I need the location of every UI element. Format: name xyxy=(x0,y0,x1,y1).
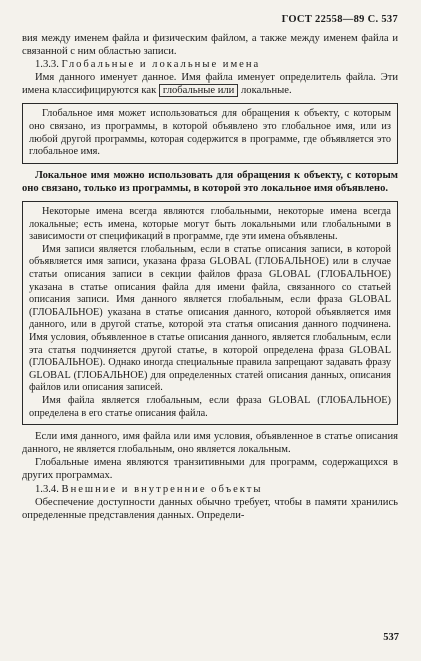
local-default-paragraph: Если имя данного, имя файла или имя условия, объявленное в статье описания данного, не является глобальным, оно является локальным. xyxy=(22,431,398,456)
page-number: 537 xyxy=(383,632,399,643)
names-text-after: локальные. xyxy=(241,85,292,97)
global-name-frame xyxy=(22,103,398,163)
section-heading-1-3-3 xyxy=(22,58,398,71)
global-rules-frame xyxy=(22,201,398,425)
running-header: ГОСТ 22558—89 С. 537 xyxy=(281,14,398,25)
section-title: Внешние и внутренние объекты xyxy=(61,483,263,495)
document-page xyxy=(22,14,398,522)
section-heading-1-3-4 xyxy=(22,483,398,496)
intro-paragraph: вия между именем файла и физическим файлом, а также между именем файла и связанной с ним областью записи. xyxy=(22,33,398,58)
rules-paragraph-1: Некоторые имена всегда являются глобальными, некоторые имена всегда локальные; есть имена, которые могут быть локальными или глобальными в зависимости от спецификаций в программе, где эти имена объявлены. xyxy=(29,206,391,243)
section-number: 1.3.3. xyxy=(35,59,59,71)
rules-paragraph-3: Имя файла является глобальным, если фраза GLOBAL (ГЛОБАЛЬНОЕ) определена в его статье описания файла. xyxy=(29,394,391,419)
local-name-paragraph: Локальное имя можно использовать для обращения к объекту, с которым оно связано, только из программы, в которой это локальное имя объявлено. xyxy=(22,169,398,194)
external-objects-paragraph: Обеспечение доступности данных обычно требует, чтобы в памяти хранились определенные представления данных. Определи- xyxy=(22,496,398,521)
rules-paragraph-2: Имя записи является глобальным, если в статье описания записи, в которой объявляется имя записи, указана фраза GLOBAL (ГЛОБАЛЬНОЕ) или в случае статьи описания записи в секции файлов фраза GLOBAL (ГЛОБАЛЬНОЕ) указана в статье описания файла для имени файла, связанного со статьей описания записи. Имя данного является глобальным, если фраза GLOBAL (ГЛОБАЛЬНОЕ) указана в статье описания данного, которой объявляется имя данного, или в другой статье, которой эта статья описания данного подчинена. Имя условия, объявленное в статье описания данного, является глобальным, если эта статья подчиняется другой статье, в которой определена фраза GLOBAL (ГЛОБАЛЬНОЕ). Однако иногда специальные правила запрещают задавать фразу GLOBAL (ГЛОБАЛЬНОЕ) для определенных статей описания данных, описания файлов или описания записей. xyxy=(29,243,391,394)
boxed-phrase: глобальные или xyxy=(159,84,238,97)
section-number: 1.3.4. xyxy=(35,483,59,495)
transitive-paragraph: Глобальные имена являются транзитивными для программ, содержащихся в других программах. xyxy=(22,457,398,482)
names-paragraph xyxy=(22,71,398,97)
section-title: Глобальные и локальные имена xyxy=(61,59,261,71)
global-name-text: Глобальное имя может использоваться для обращения к объекту, с которым оно связано, из программы, в которой объявлено это глобальное имя, или из любой другой программы, которая содержится в программе, где объявляется это глобальное имя. xyxy=(29,108,391,158)
names-text-before: Имя данного именует данное. Имя файла именует определитель файла. Эти имена классифицируются как xyxy=(22,72,398,97)
